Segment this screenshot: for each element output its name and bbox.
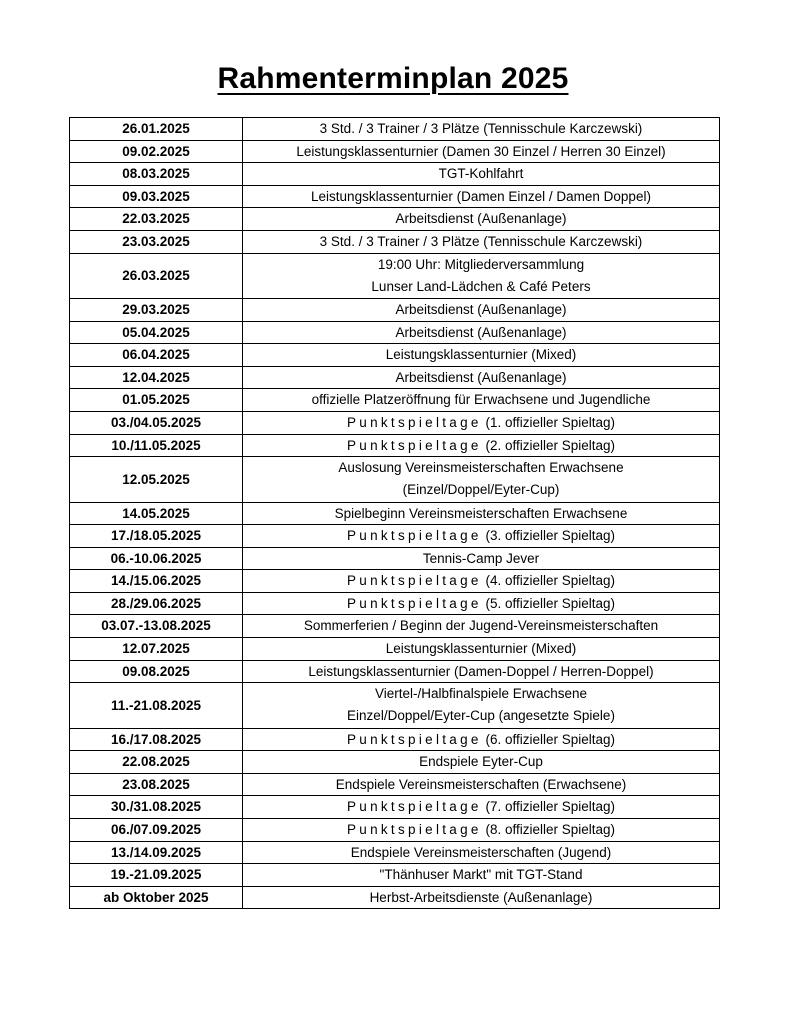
event-text: "Thänhuser Markt" mit TGT-Stand — [379, 867, 583, 883]
event-description — [243, 570, 720, 593]
event-date: 06.-10.06.2025 — [70, 547, 243, 570]
table-row — [70, 389, 720, 412]
table-row — [70, 253, 720, 298]
event-text: (5. offizieller Spieltag) — [485, 595, 616, 611]
table-row — [70, 796, 720, 819]
event-date: 14./15.06.2025 — [70, 570, 243, 593]
table-row — [70, 638, 720, 661]
event-text: Sommerferien / Beginn der Jugend-Vereinsmeisterschaften — [303, 618, 659, 634]
event-date: 12.05.2025 — [70, 457, 243, 502]
table-row — [70, 298, 720, 321]
table-row — [70, 185, 720, 208]
table-row — [70, 841, 720, 864]
event-description — [243, 208, 720, 231]
event-date: 09.02.2025 — [70, 140, 243, 163]
event-date: 26.03.2025 — [70, 253, 243, 298]
event-description — [243, 547, 720, 570]
table-row — [70, 118, 720, 141]
table-row — [70, 615, 720, 638]
table-row — [70, 547, 720, 570]
event-type-spaced: Punktspieltage — [346, 437, 482, 453]
event-type-spaced: Punktspieltage — [346, 528, 482, 544]
event-text: 3 Std. / 3 Trainer / 3 Plätze (Tennisschule Karczewski) — [319, 121, 643, 136]
event-description — [243, 615, 720, 638]
event-date: 10./11.05.2025 — [70, 434, 243, 457]
event-description — [243, 163, 720, 186]
event-type-spaced: Punktspieltage — [346, 573, 482, 589]
event-description — [243, 796, 720, 819]
event-text: 3 Std. / 3 Trainer / 3 Plätze (Tennisschule Karczewski) — [319, 233, 643, 249]
event-type-spaced: Punktspieltage — [346, 822, 482, 838]
event-description — [243, 592, 720, 615]
event-description — [243, 230, 720, 253]
table-row — [70, 525, 720, 548]
event-date: 12.04.2025 — [70, 366, 243, 389]
event-text: (2. offizieller Spieltag) — [485, 437, 616, 453]
table-row — [70, 434, 720, 457]
event-line: Einzel/Doppel/Eyter-Cup (angesetzte Spiele) — [347, 708, 615, 724]
event-text: TGT-Kohlfahrt — [438, 166, 524, 182]
table-row — [70, 366, 720, 389]
event-date: ab Oktober 2025 — [70, 886, 243, 909]
event-date: 09.03.2025 — [70, 185, 243, 208]
page-title: Rahmenterminplan 2025 — [217, 62, 569, 95]
event-date: 17./18.05.2025 — [70, 525, 243, 548]
event-text: (7. offizieller Spieltag) — [485, 799, 616, 815]
event-date: 03./04.05.2025 — [70, 411, 243, 434]
event-type-spaced: Punktspieltage — [346, 731, 482, 747]
table-row — [70, 660, 720, 683]
event-description — [243, 366, 720, 389]
table-row — [70, 570, 720, 593]
event-date: 06./07.09.2025 — [70, 819, 243, 842]
event-text: offizielle Platzeröffnung für Erwachsene und Jugendliche — [311, 392, 651, 408]
event-description — [243, 660, 720, 683]
table-row — [70, 683, 720, 728]
event-description — [243, 411, 720, 434]
event-text: Herbst-Arbeitsdienste (Außenanlage) — [369, 889, 593, 905]
event-date: 05.04.2025 — [70, 321, 243, 344]
event-date: 03.07.-13.08.2025 — [70, 615, 243, 638]
event-type-spaced: Punktspieltage — [346, 595, 482, 611]
event-date: 14.05.2025 — [70, 502, 243, 525]
table-row — [70, 773, 720, 796]
event-date: 22.03.2025 — [70, 208, 243, 231]
event-text: Endspiele Vereinsmeisterschaften (Jugend) — [350, 844, 612, 860]
event-date: 26.01.2025 — [70, 118, 243, 141]
table-row — [70, 592, 720, 615]
event-date: 16./17.08.2025 — [70, 728, 243, 751]
schedule-table — [69, 117, 720, 909]
event-line: Lunser Land-Lädchen & Café Peters — [371, 278, 591, 294]
event-description — [243, 638, 720, 661]
event-description — [243, 185, 720, 208]
event-description — [243, 773, 720, 796]
event-description — [243, 321, 720, 344]
table-row — [70, 864, 720, 887]
event-description — [243, 819, 720, 842]
event-text: Spielbeginn Vereinsmeisterschaften Erwachsene — [334, 505, 628, 521]
event-text: Leistungsklassenturnier (Damen Einzel / Damen Doppel) — [311, 188, 651, 204]
event-text: Arbeitsdienst (Außenanlage) — [395, 369, 567, 385]
event-date: 11.-21.08.2025 — [70, 683, 243, 728]
table-row — [70, 411, 720, 434]
table-row — [70, 728, 720, 751]
event-text: Leistungsklassenturnier (Mixed) — [385, 641, 577, 657]
event-text: Arbeitsdienst (Außenanlage) — [395, 211, 567, 227]
event-text: Leistungsklassenturnier (Damen 30 Einzel / Herren 30 Einzel) — [296, 143, 666, 159]
event-date: 01.05.2025 — [70, 389, 243, 412]
event-date: 06.04.2025 — [70, 344, 243, 367]
event-text: Leistungsklassenturnier (Damen-Doppel / Herren-Doppel) — [308, 663, 654, 679]
table-row — [70, 502, 720, 525]
event-description — [243, 457, 720, 502]
event-line: Auslosung Vereinsmeisterschaften Erwachsene — [338, 460, 624, 476]
table-row — [70, 321, 720, 344]
event-description — [243, 864, 720, 887]
event-date: 19.-21.09.2025 — [70, 864, 243, 887]
event-date: 22.08.2025 — [70, 751, 243, 774]
event-text: Endspiele Vereinsmeisterschaften (Erwachsene) — [335, 776, 627, 792]
event-description — [243, 751, 720, 774]
event-text: (8. offizieller Spieltag) — [485, 822, 616, 838]
table-row — [70, 140, 720, 163]
event-date: 29.03.2025 — [70, 298, 243, 321]
table-row — [70, 751, 720, 774]
event-text: (6. offizieller Spieltag) — [485, 731, 616, 747]
event-text: Leistungsklassenturnier (Mixed) — [385, 347, 577, 363]
event-description — [243, 344, 720, 367]
event-description — [243, 683, 720, 728]
table-row — [70, 819, 720, 842]
event-description — [243, 728, 720, 751]
table-row — [70, 163, 720, 186]
event-description — [243, 389, 720, 412]
table-row — [70, 457, 720, 502]
event-text: Endspiele Eyter-Cup — [419, 754, 543, 770]
event-date: 23.03.2025 — [70, 230, 243, 253]
event-type-spaced: Punktspieltage — [346, 414, 482, 430]
event-date: 09.08.2025 — [70, 660, 243, 683]
event-date: 12.07.2025 — [70, 638, 243, 661]
event-description — [243, 525, 720, 548]
event-type-spaced: Punktspieltage — [346, 799, 482, 815]
event-line: (Einzel/Doppel/Eyter-Cup) — [402, 482, 560, 498]
event-description — [243, 841, 720, 864]
event-text: (3. offizieller Spieltag) — [485, 528, 616, 544]
event-description — [243, 434, 720, 457]
event-text: (1. offizieller Spieltag) — [485, 414, 616, 430]
event-date: 08.03.2025 — [70, 163, 243, 186]
event-text: Tennis-Camp Jever — [422, 550, 540, 566]
event-description — [243, 140, 720, 163]
table-row — [70, 344, 720, 367]
event-date: 23.08.2025 — [70, 773, 243, 796]
table-row — [70, 230, 720, 253]
event-description — [243, 253, 720, 298]
event-description — [243, 886, 720, 909]
event-date: 13./14.09.2025 — [70, 841, 243, 864]
event-description — [243, 298, 720, 321]
event-text: Arbeitsdienst (Außenanlage) — [395, 324, 567, 340]
table-row — [70, 208, 720, 231]
event-text: Arbeitsdienst (Außenanlage) — [395, 301, 567, 317]
event-line: 19:00 Uhr: Mitgliederversammlung — [377, 256, 585, 272]
event-text: (4. offizieller Spieltag) — [485, 573, 616, 589]
event-description — [243, 502, 720, 525]
event-line: Viertel-/Halbfinalspiele Erwachsene — [374, 686, 588, 702]
event-description — [243, 118, 720, 141]
schedule-body — [70, 118, 720, 909]
table-row — [70, 886, 720, 909]
event-date: 28./29.06.2025 — [70, 592, 243, 615]
event-date: 30./31.08.2025 — [70, 796, 243, 819]
